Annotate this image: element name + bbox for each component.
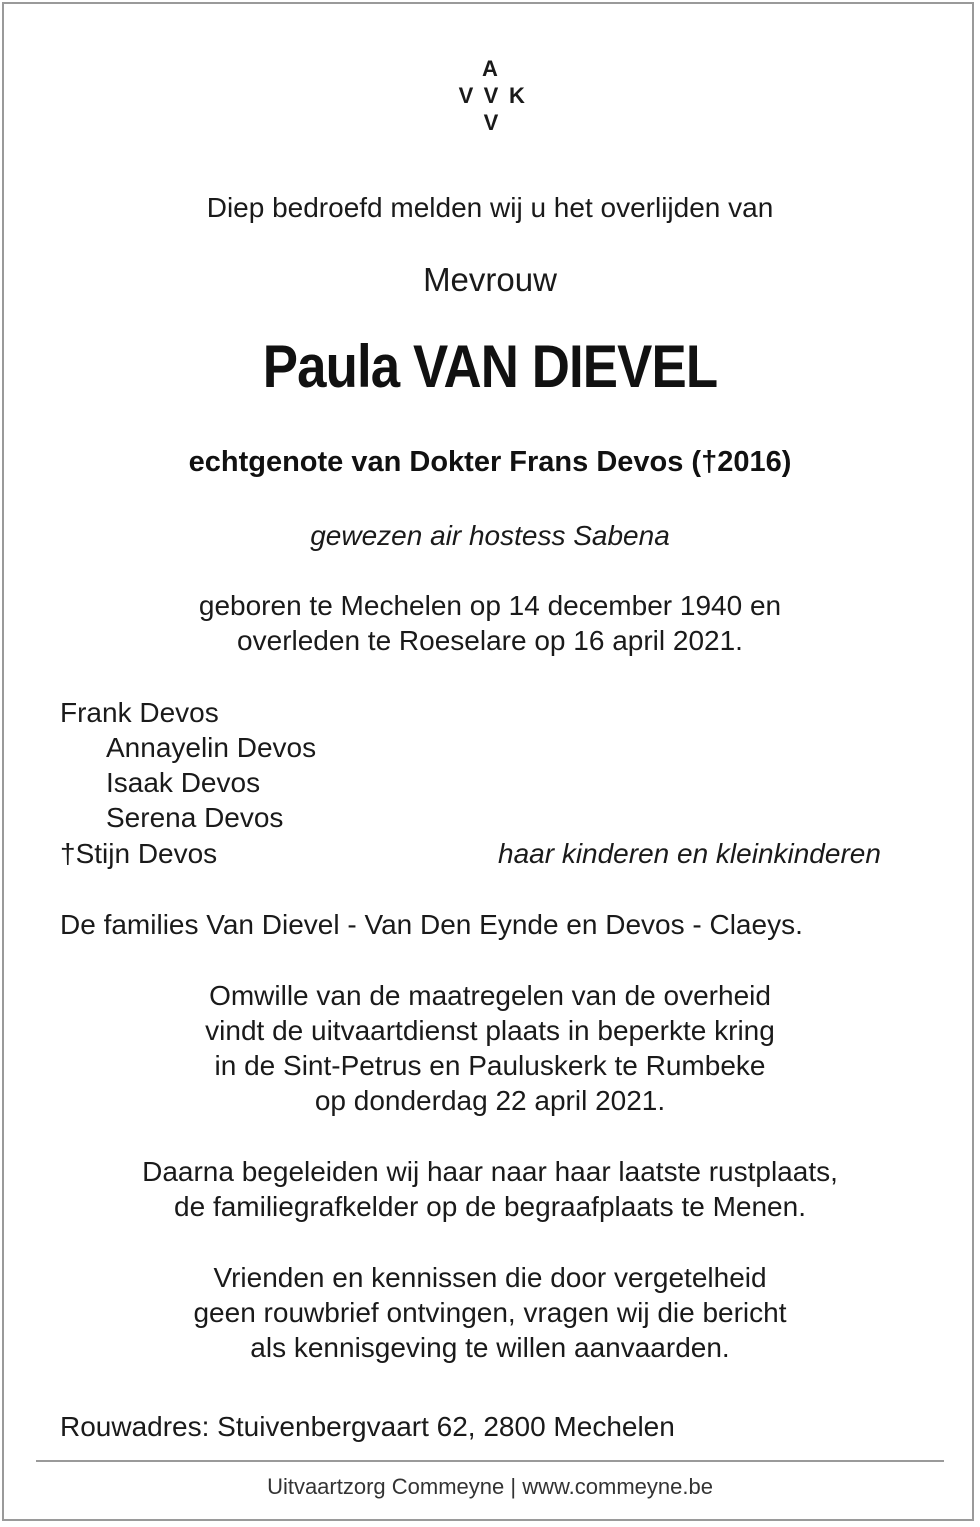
funeral-line: in de Sint-Petrus en Pauluskerk te Rumbeke — [214, 1050, 766, 1081]
funeral-line: vindt de uitvaartdienst plaats in beperkte kring — [205, 1015, 775, 1046]
funeral-paragraph — [0, 978, 980, 1118]
funeral-line: Omwille van de maatregelen van de overheid — [209, 980, 771, 1011]
family-member: Serena Devos — [106, 802, 284, 833]
deceased-name: Paula VAN DIEVEL — [262, 333, 718, 400]
logo-letter-right: K — [509, 83, 525, 108]
avvk-cross-logo — [450, 54, 530, 134]
logo-letter-top: A — [482, 56, 498, 81]
burial-paragraph — [0, 1154, 980, 1224]
logo-letter-bottom: V — [483, 110, 499, 135]
family-member: †Stijn Devos — [60, 838, 218, 869]
footer-text: Uitvaartzorg Commeyne | www.commeyne.be — [267, 1474, 713, 1499]
notice-line: geen rouwbrief ontvingen, vragen wij die bericht — [193, 1297, 787, 1328]
notice-paragraph — [0, 1260, 980, 1365]
death-line: overleden te Roeselare op 16 april 2021. — [237, 625, 743, 656]
mourning-address: Rouwadres: Stuivenbergvaart 62, 2800 Mechelen — [60, 1411, 675, 1442]
intro-text: Diep bedroefd melden wij u het overlijden van — [206, 192, 774, 223]
notice-line: Vrienden en kennissen die door vergetelheid — [213, 1262, 767, 1293]
burial-line: de familiegrafkelder op de begraafplaats te Menen. — [174, 1191, 806, 1222]
spouse-line: echtgenote van Dokter Frans Devos (†2016) — [188, 446, 792, 478]
notice-line: als kennisgeving te willen aanvaarden. — [250, 1332, 730, 1363]
logo-letter-center: V — [483, 83, 499, 108]
occupation: gewezen air hostess Sabena — [310, 520, 670, 551]
family-relation: haar kinderen en kleinkinderen — [498, 838, 881, 869]
salutation: Mevrouw — [423, 261, 557, 298]
families-line: De families Van Dievel - Van Den Eynde en Devos - Claeys. — [60, 909, 803, 940]
birth-line: geboren te Mechelen op 14 december 1940 en — [198, 590, 782, 621]
logo-letter-left: V — [458, 83, 474, 108]
family-member: Isaak Devos — [106, 767, 261, 798]
burial-line: Daarna begeleiden wij haar naar haar laatste rustplaats, — [142, 1156, 838, 1187]
dates-block — [0, 588, 980, 658]
footer-divider — [36, 1460, 944, 1462]
family-member: Frank Devos — [60, 697, 219, 728]
family-member: Annayelin Devos — [106, 732, 317, 763]
funeral-line: op donderdag 22 april 2021. — [314, 1085, 666, 1116]
